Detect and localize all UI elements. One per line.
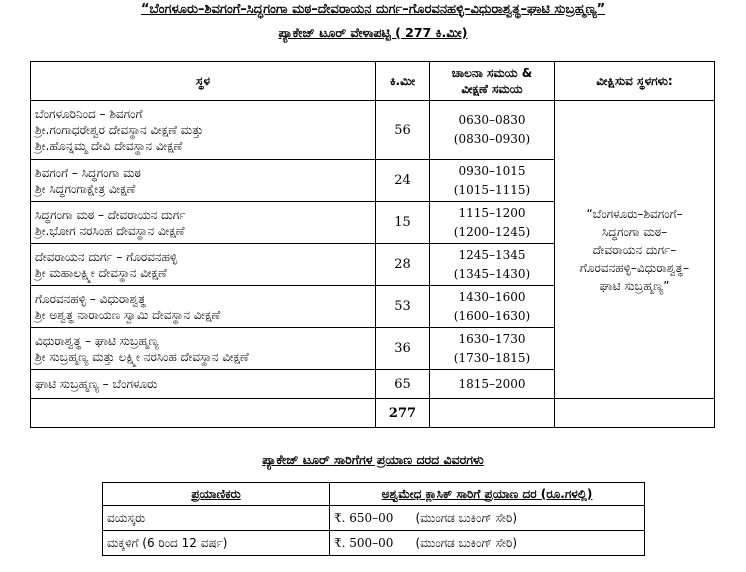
drive-time: 1245–1345	[458, 247, 526, 262]
drive-time: 0630–0830	[458, 113, 526, 127]
header-passengers: ಪ್ರಯಾಣಿಕರು	[103, 483, 330, 506]
place-cell	[31, 202, 376, 244]
document-title: “ಬೆಂಗಳೂರು–ಶಿವಗಂಗೆ–ಸಿದ್ಧಗಂಗಾ ಮಠ–ದೇವರಾಯನ ದುರ್ಗ–ಗೊರವನಹಳ್ಳಿ–ವಿಧುರಾಶ್ವತ್ಥ–ಘಾಟಿ ಸುಬ್ರಹ್ಮಣ್ಯ”	[140, 2, 606, 17]
sights-line: ದೇವರಾಯನ ದುರ್ಗ–	[592, 242, 677, 257]
visit-line: ಶ್ರೀ.ಗಂಗಾಧರೇಶ್ವರ ದೇವಸ್ಥಾನ ವೀಕ್ಷಣೆ ಮತ್ತು	[35, 123, 204, 137]
visit-line: ಶ್ರೀ ಅಶ್ವತ್ಥ ನಾರಾಯಣ ಸ್ವಾಮಿ ದೇವಸ್ಥಾನ ವೀಕ್ಷಣೆ	[35, 307, 221, 322]
fare-title: ಪ್ಯಾಕೇಜ್ ಟೂರ್ ಸಾರಿಗೆಗಳ ಪ್ರಯಾಣ ದರದ ವಿವರಗಳು	[262, 452, 484, 467]
passenger-type: ವಯಸ್ಕರು	[103, 506, 330, 531]
schedule-row	[31, 101, 715, 160]
sights-line: “ಬೆಂಗಳೂರು–ಶಿವಗಂಗೆ–	[586, 206, 683, 221]
sights-line: ಗೊರವನಹಳ್ಳಿ–ವಿಧುರಾಶ್ವತ್ಥ–	[579, 260, 690, 275]
fare-row	[103, 506, 645, 531]
fare-amount: ₹. 650–00	[334, 510, 394, 525]
fare-table	[102, 482, 645, 556]
header-rate: ಅಶ್ವಮೇಧ ಕ್ಲಾಸಿಕ್ ಸಾರಿಗೆ ಪ್ರಯಾಣ ದರ (ರೂ.ಗಳಲ್ಲಿ)	[330, 483, 645, 506]
km-cell: 36	[376, 328, 430, 370]
sights-line: ಘಾಟಿ ಸುಬ್ರಹ್ಮಣ್ಯ”	[599, 278, 670, 293]
fare-row	[103, 531, 645, 556]
visit-time: (1200–1245)	[453, 224, 531, 239]
route-line: ಶಿವಗಂಗೆ – ಸಿದ್ಧಗಂಗಾ ಮಠ	[35, 165, 141, 180]
route-line: ಘಾಟಿ ಸುಬ್ರಹ್ಮಣ್ಯ – ಬೆಂಗಳೂರು	[35, 377, 158, 391]
sights-cell	[555, 101, 715, 399]
visit-time: (1015–1115)	[453, 182, 531, 197]
fare-cell	[330, 531, 645, 556]
time-cell	[430, 160, 555, 202]
header-time-line1: ಚಾಲನಾ ಸಮಯ &	[451, 66, 533, 80]
fare-note: (ಮುಂಗಡ ಬುಕಿಂಗ್ ಸೇರಿ)	[415, 535, 518, 550]
time-cell	[430, 286, 555, 328]
visit-time: (1730–1815)	[453, 350, 531, 365]
route-line: ಬೆಂಗಳೂರಿನಿಂದ – ಶಿವಗಂಗೆ	[35, 107, 143, 121]
route-line: ಸಿದ್ಧಗಂಗಾ ಮಠ – ದೇವರಾಯನ ದುರ್ಗ	[35, 207, 186, 222]
place-cell	[31, 244, 376, 286]
time-cell	[430, 328, 555, 370]
km-cell: 56	[376, 101, 430, 160]
route-line: ಗೊರವನಹಳ್ಳಿ – ವಿಧುರಾಶ್ವತ್ಥ	[35, 291, 146, 306]
place-cell	[31, 286, 376, 328]
visit-line: ಶ್ರೀ ಸಿದ್ಧಗಂಗಾಕ್ಷೇತ್ರ ವೀಕ್ಷಣೆ	[35, 181, 136, 196]
header-time	[430, 62, 555, 101]
header-sights: ವೀಕ್ಷಿಸುವ ಸ್ಥಳಗಳು:	[555, 62, 715, 101]
km-cell: 15	[376, 202, 430, 244]
fare-header-row	[103, 483, 645, 506]
drive-time: 1815–2000	[458, 376, 526, 391]
time-cell	[430, 202, 555, 244]
km-cell: 28	[376, 244, 430, 286]
route-line: ದೇವರಾಯನ ದುರ್ಗ – ಗೊರವನಹಳ್ಳಿ	[35, 249, 178, 264]
drive-time: 1430–1600	[458, 289, 526, 304]
sights-line: ಸಿದ್ಧಗಂಗಾ ಮಠ–	[601, 224, 668, 239]
route-line: ವಿಧುರಾಶ್ವತ್ಥ – ಘಾಟಿ ಸುಬ್ರಹ್ಮಣ್ಯ	[35, 333, 159, 348]
total-empty-cell	[430, 399, 555, 428]
place-cell	[31, 370, 376, 399]
drive-time: 1630–1730	[458, 331, 526, 346]
fare-amount: ₹. 500–00	[334, 535, 394, 550]
time-cell	[430, 370, 555, 399]
total-empty-cell	[31, 399, 376, 428]
header-km: ಕಿ.ಮೀ	[376, 62, 430, 101]
visit-line: ಶ್ರೀ.ಭೋಗ ನರಸಿಂಹ ದೇವಸ್ಥಾನ ವೀಕ್ಷಣೆ	[35, 223, 185, 238]
drive-time: 0930–1015	[458, 163, 526, 178]
visit-line: ಶ್ರೀ.ಹೊನ್ನಮ್ಮ ದೇವಿ ದೇವಸ್ಥಾನ ವೀಕ್ಷಣೆ	[35, 139, 183, 153]
place-cell	[31, 160, 376, 202]
total-km: 277	[376, 399, 430, 428]
km-cell: 65	[376, 370, 430, 399]
passenger-type: ಮಕ್ಕಳಿಗೆ (6 ರಿಂದ 12 ವರ್ಷ)	[103, 531, 330, 556]
place-cell	[31, 101, 376, 160]
visit-line: ಶ್ರೀ ಮಹಾಲಕ್ಷ್ಮೀ ದೇವಸ್ಥಾನ ವೀಕ್ಷಣೆ	[35, 265, 167, 280]
total-row	[31, 399, 715, 428]
place-cell	[31, 328, 376, 370]
schedule-header-row	[31, 62, 715, 101]
visit-time: (0830–0930)	[453, 132, 531, 146]
schedule-subtitle: ಪ್ಯಾಕೇಜ್ ಟೂರ್ ವೇಳಾಪಟ್ಟಿ ( 277 ಕಿ.ಮೀ)	[278, 25, 468, 40]
fare-cell	[330, 506, 645, 531]
total-empty-cell	[555, 399, 715, 428]
km-cell: 53	[376, 286, 430, 328]
time-cell	[430, 244, 555, 286]
fare-note: (ಮುಂಗಡ ಬುಕಿಂಗ್ ಸೇರಿ)	[415, 510, 518, 525]
schedule-table	[30, 61, 715, 428]
drive-time: 1115–1200	[458, 205, 526, 220]
header-time-line2: ವೀಕ್ಷಣೆ ಸಮಯ	[461, 82, 523, 96]
time-cell	[430, 101, 555, 160]
header-place: ಸ್ಥಳ	[31, 62, 376, 101]
visit-time: (1600–1630)	[453, 308, 531, 323]
visit-time: (1345–1430)	[453, 266, 531, 281]
visit-line: ಶ್ರೀ ಸುಬ್ರಹ್ಮಣ್ಯ ಮತ್ತು ಲಕ್ಷ್ಮೀ ನರಸಿಂಹ ದೇವಸ್ಥಾನ ವೀಕ್ಷಣೆ	[35, 349, 249, 364]
km-cell: 24	[376, 160, 430, 202]
